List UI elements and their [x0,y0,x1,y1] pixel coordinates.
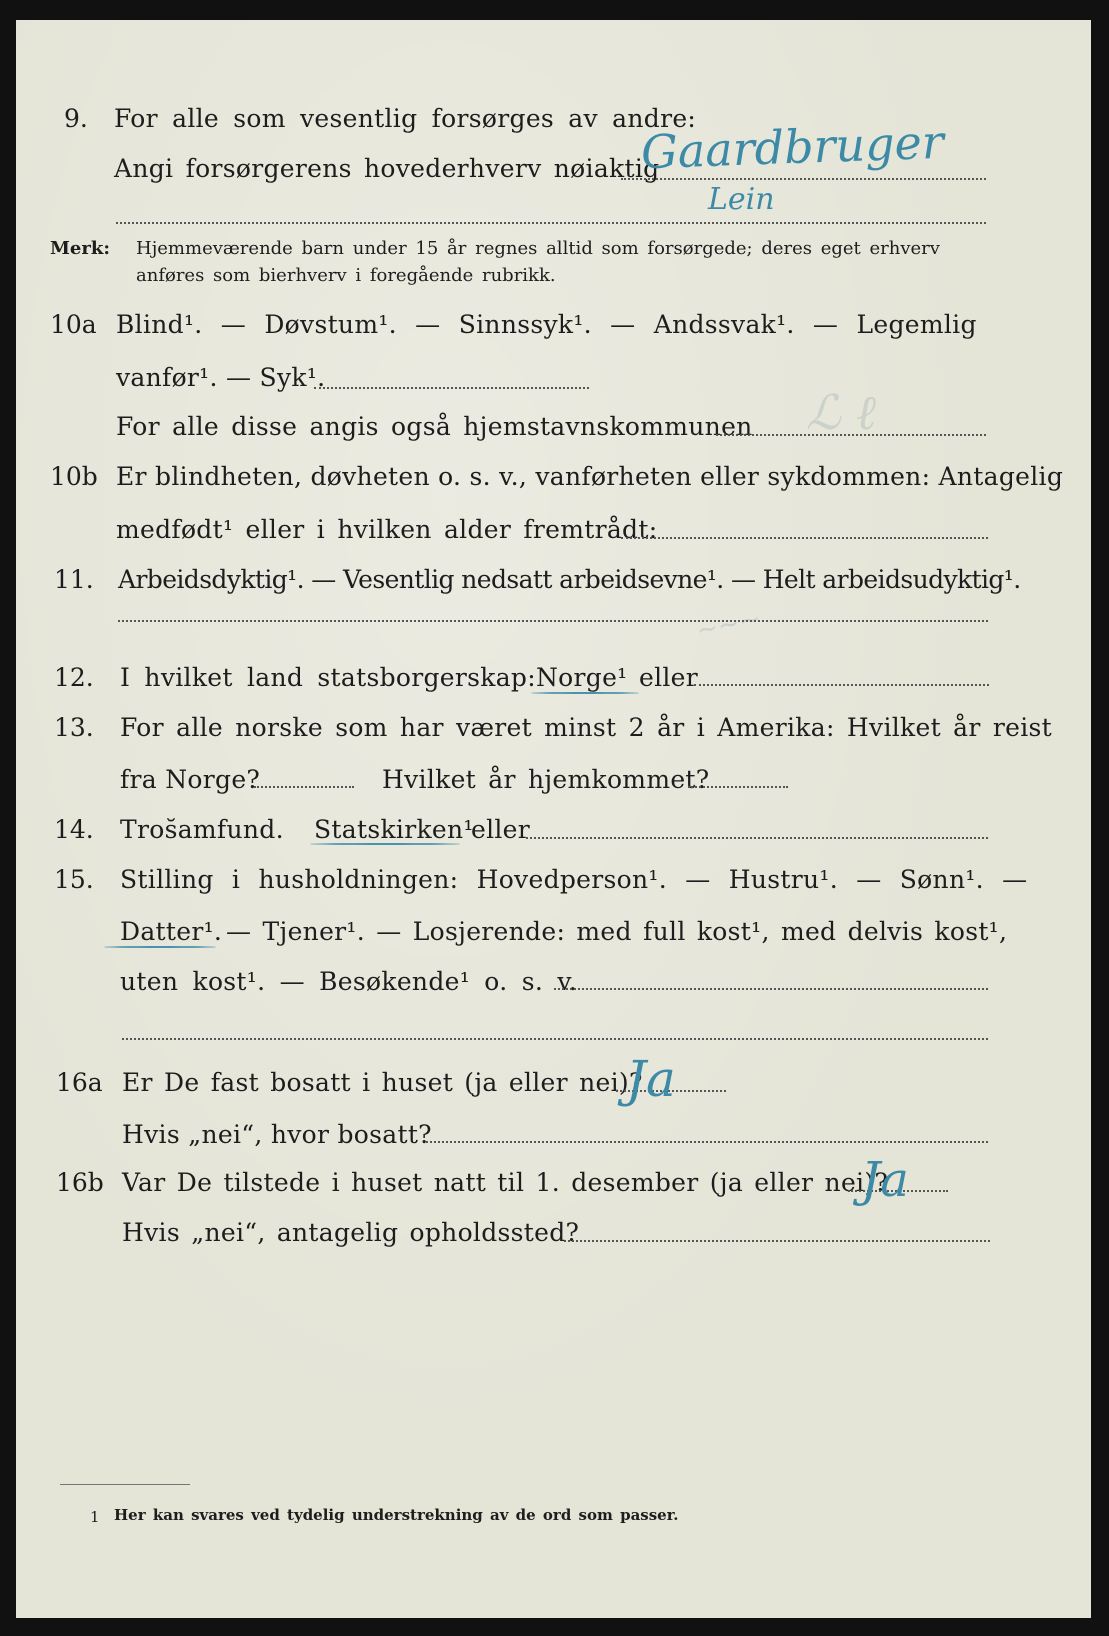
q9-line2: Angi forsørgerens hovederhverv nøiaktig [114,154,660,183]
q12-option-norge: Norge¹ [536,663,628,692]
q12-answer-line [694,684,989,686]
q16a-line2: Hvis „nei“, hvor bosatt? [122,1120,432,1149]
q16b-line2: Hvis „nei“, antagelig opholdssted? [122,1218,580,1247]
q15-line3: uten kost¹. — Besøkende¹ o. s. v. [120,967,578,996]
q11-number: 11. [54,565,94,594]
q16b-number: 16b [56,1168,104,1197]
q9-handwritten-answer2: Lein [708,182,775,217]
q14-suffix: eller [471,815,531,844]
q10a-answer-line-2 [716,434,986,436]
q12-prefix: I hvilket land statsborgerskap: [120,663,536,692]
q13-line2b: Hvilket år hjemkommet? [382,765,710,794]
q10a-line2: vanfør¹. — Syk¹. [116,363,326,392]
footnote-rule [60,1484,190,1485]
q15-option-datter: Datter¹. [120,917,223,946]
q11-answer-line [118,620,988,622]
q10a-line3: For alle disse angis også hjemstavnskommunen [116,412,753,441]
q15-number: 15. [54,865,94,894]
footnote-text: Her kan svares ved tydelig understrekning av de ord som passer. [114,1506,679,1524]
q10a-answer-line [314,387,589,389]
q10b-number: 10b [50,462,98,491]
q15-answer-line-2 [122,1038,988,1040]
q15-line2-rest: — Tjener¹. — Losjerende: med full kost¹, med delvis kost¹, [226,917,1008,946]
q16b-handwritten-answer: Ja [861,1152,909,1208]
q16a-answer-line-2 [426,1141,988,1143]
q14-statskirken-underline [310,843,460,845]
q10a-line1: Blind¹. — Døvstum¹. — Sinnssyk¹. — Andssvak¹. — Legemlig [116,310,977,339]
q14-option-statskirken: Statskirken¹ [314,815,474,844]
q16a-line1: Er De fast bosatt i huset (ja eller nei)? [122,1068,643,1097]
q16b-answer-line-2 [564,1240,990,1242]
q14-prefix: Tros̆amfund. [120,815,284,844]
census-form-page [16,20,1091,1618]
q16b-line1: Var De tilstede i huset natt til 1. desember (ja eller nei)? [122,1168,889,1197]
q10b-answer-line [621,537,988,539]
q10b-line1: Er blindheten, døvheten o. s. v., vanførheten eller sykdommen: Antagelig [116,462,1064,491]
q15-datter-underline [104,946,216,948]
merk-line2: anføres som bierhverv i foregående rubrikk. [136,265,556,286]
q13-line2a: fra Norge? [120,765,261,794]
q13-year-returned-line [688,786,788,788]
q9-number: 9. [64,104,88,133]
q12-number: 12. [54,663,94,692]
bleed-through-text: ℒ ℓ [806,385,876,441]
q12-norge-underline [531,692,639,694]
merk-line1: Hjemmeværende barn under 15 år regnes alltid som forsørgede; deres eget erhverv [136,238,940,259]
q15-line1: Stilling i husholdningen: Hovedperson¹. — Hustru¹. — Sønn¹. — [120,865,1028,894]
q13-line1: For alle norske som har været minst 2 år i Amerika: Hvilket år reist [120,713,1053,742]
q10a-number: 10a [50,310,97,339]
q10b-line2: medfødt¹ eller i hvilken alder fremtrådt: [116,515,658,544]
q13-number: 13. [54,713,94,742]
q9-line1: For alle som vesentlig forsørges av andre: [114,104,697,133]
q16a-number: 16a [56,1068,103,1097]
q11-line1: Arbeidsdyktig¹. — Vesentlig nedsatt arbeidsevne¹. — Helt arbeidsudyktig¹. [118,565,1021,594]
q12-suffix: eller [639,663,699,692]
q14-answer-line [526,837,988,839]
q15-answer-line [554,988,988,990]
q14-number: 14. [54,815,94,844]
q16a-handwritten-answer: Ja [626,1050,676,1108]
q9-answer-line [621,178,986,180]
q13-year-left-line [254,786,354,788]
q9-answer-line-2 [116,222,986,224]
q9-handwritten-answer: Gaardbruger [640,114,945,180]
footnote-mark: 1 [90,1508,100,1526]
bleed-through-text: ~~~ [693,603,764,647]
merk-label: Merk: [50,238,110,259]
